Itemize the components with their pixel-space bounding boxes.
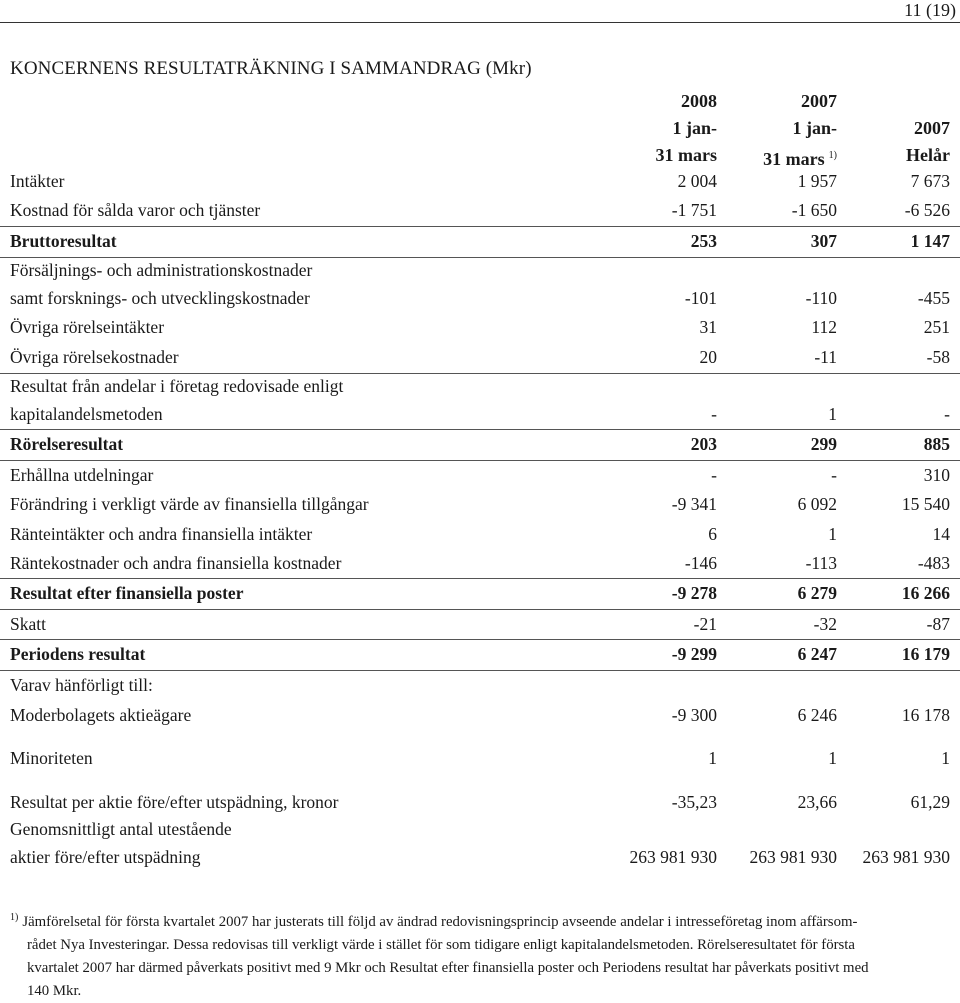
row-value: 263 981 930 <box>862 846 950 867</box>
table-row <box>0 730 960 788</box>
row-value: 16 266 <box>901 583 950 603</box>
column-header-line: Helår <box>906 145 950 165</box>
row-value: 1 <box>828 523 837 544</box>
row-label: Förändring i verkligt värde av finansiella tillgångar <box>10 494 369 514</box>
row-value: 1 957 <box>797 170 837 191</box>
row-value: 31 <box>699 317 717 337</box>
row-label: Resultat från andelar i företag redovisade enligt <box>10 376 344 396</box>
row-label: Bruttoresultat <box>10 231 117 251</box>
row-value: -146 <box>684 552 717 573</box>
row-value: -101 <box>684 287 717 308</box>
table-row <box>0 701 960 730</box>
table-row <box>0 257 960 284</box>
row-value: 16 179 <box>901 644 950 664</box>
column-header-line: 31 mars <box>655 145 717 165</box>
column-header-text: 31 mars <box>763 149 825 169</box>
page-number: 11 (19) <box>904 0 956 20</box>
row-value: 307 <box>810 231 837 251</box>
table-row <box>0 196 960 226</box>
table-row <box>0 343 960 373</box>
row-value: -6 526 <box>904 200 950 220</box>
row-value: -32 <box>813 613 837 634</box>
row-value: - <box>711 403 717 424</box>
row-value: 20 <box>699 347 717 367</box>
row-label: Erhållna utdelningar <box>10 464 154 485</box>
row-value: 112 <box>811 317 837 337</box>
footnote-text: Jämförelsetal för första kvartalet 2007 har justerats till följd av ändrad redovisningsprincip avseende andelar i intresseföretag inom affärsom- <box>22 913 858 930</box>
row-value: -1 650 <box>791 200 837 220</box>
table-row <box>0 578 960 609</box>
table-row <box>0 313 960 343</box>
row-label: Försäljnings- och administrationskostnader <box>10 260 313 280</box>
table-row <box>0 226 960 257</box>
row-value: - <box>944 403 950 424</box>
row-value: -35,23 <box>671 791 717 812</box>
row-label: Intäkter <box>10 170 65 191</box>
footnote-marker: 1) <box>10 912 19 923</box>
row-value: -9 278 <box>671 583 717 603</box>
table-row <box>0 284 960 313</box>
row-label: Resultat efter finansiella poster <box>10 583 244 603</box>
row-label: Varav hänförligt till: <box>10 675 153 695</box>
row-value: 7 673 <box>910 170 950 191</box>
row-label: Kostnad för sålda varor och tjänster <box>10 200 261 220</box>
table-row <box>0 639 960 670</box>
row-label: Ränteintäkter och andra finansiella intäkter <box>10 523 313 544</box>
row-value: 15 540 <box>901 494 950 514</box>
table-row <box>0 460 960 490</box>
table-row <box>0 609 960 639</box>
table-row <box>0 400 960 429</box>
column-header-line: 2008 <box>681 91 717 111</box>
row-value: -9 300 <box>671 704 717 725</box>
footnote-reference: 1) <box>828 150 837 161</box>
row-label: kapitalandelsmetoden <box>10 403 163 424</box>
column-header-q1-2008 <box>656 88 718 169</box>
page-title: KONCERNENS RESULTATRÄKNING I SAMMANDRAG (Mkr) <box>10 58 532 79</box>
row-label: Övriga rörelsekostnader <box>10 347 179 367</box>
row-value: 61,29 <box>910 791 950 812</box>
table-row <box>0 373 960 400</box>
row-label: aktier före/efter utspädning <box>10 846 201 867</box>
column-header-line <box>906 88 950 115</box>
footnote-line: 140 Mkr. <box>27 982 82 999</box>
row-label: Skatt <box>10 613 46 634</box>
column-header-q1-2007 <box>763 88 837 173</box>
footnote-line: rådet Nya Investeringar. Dessa redovisas till verkligt värde i stället för som tidigare enligt kapitalandelsmetoden. Rörelseresultatet för första <box>27 936 855 953</box>
row-label: samt forsknings- och utvecklingskostnader <box>10 287 310 308</box>
footnote-line: kvartalet 2007 har därmed påverkats positivt med 9 Mkr och Resultat efter finansiella poster och Periodens resultat har påverkats positivt med <box>27 959 869 976</box>
column-header-line: 1 jan- <box>792 118 837 138</box>
row-value: 263 981 930 <box>749 846 837 867</box>
row-value: 885 <box>923 434 950 454</box>
row-value: 310 <box>923 464 950 485</box>
row-value: -11 <box>814 347 837 367</box>
row-value: 1 147 <box>910 231 950 251</box>
column-header-line: 2007 <box>801 91 837 111</box>
row-value: 1 <box>941 748 950 768</box>
row-label: Räntekostnader och andra finansiella kostnader <box>10 552 342 573</box>
row-label: Genomsnittligt antal utestående <box>10 819 232 839</box>
row-value: -455 <box>917 287 950 308</box>
row-value: - <box>711 464 717 485</box>
row-value: 6 247 <box>797 644 837 664</box>
row-label: Moderbolagets aktieägare <box>10 704 192 725</box>
row-value: -87 <box>926 613 950 634</box>
row-label: Rörelseresultat <box>10 434 124 454</box>
row-label: Periodens resultat <box>10 644 146 664</box>
table-row <box>0 670 960 701</box>
footnote-line <box>10 906 950 934</box>
row-label: Resultat per aktie före/efter utspädning, kronor <box>10 791 339 812</box>
row-value: -9 341 <box>671 494 717 514</box>
table-row <box>0 520 960 549</box>
row-value: -9 299 <box>671 644 717 664</box>
row-value: 203 <box>690 434 717 454</box>
row-label: Minoriteten <box>10 748 93 768</box>
row-value: 16 178 <box>901 704 950 725</box>
row-value: 263 981 930 <box>629 846 717 867</box>
row-value: 6 092 <box>797 494 837 514</box>
row-value: 299 <box>810 434 837 454</box>
row-value: 2 004 <box>677 170 717 191</box>
table-row <box>0 549 960 578</box>
row-value: 1 <box>708 748 717 768</box>
row-value: -1 751 <box>671 200 717 220</box>
row-value: 14 <box>932 523 950 544</box>
row-value: 6 <box>708 523 717 544</box>
row-value: -21 <box>693 613 717 634</box>
row-value: 6 279 <box>797 583 837 603</box>
row-value: - <box>831 464 837 485</box>
row-value: 23,66 <box>797 791 837 812</box>
footnote <box>10 906 950 1003</box>
row-value: 1 <box>828 403 837 424</box>
row-value: 6 246 <box>797 704 837 725</box>
row-value: -483 <box>917 552 950 573</box>
table-row <box>0 843 960 872</box>
income-statement-table <box>0 167 960 872</box>
row-label: Övriga rörelseintäkter <box>10 317 165 337</box>
row-value: -58 <box>926 347 950 367</box>
column-header-fullyear-2007 <box>906 88 950 169</box>
header-rule <box>0 22 960 23</box>
table-row <box>0 429 960 460</box>
table-row <box>0 817 960 843</box>
row-value: -113 <box>805 552 837 573</box>
table-row <box>0 167 960 196</box>
column-header-line: 1 jan- <box>672 118 717 138</box>
table-row <box>0 490 960 520</box>
row-value: 1 <box>828 748 837 768</box>
row-value: 251 <box>923 317 950 337</box>
row-value: -110 <box>805 287 837 308</box>
column-header-line: 2007 <box>914 118 950 138</box>
table-row <box>0 788 960 817</box>
row-value: 253 <box>690 231 717 251</box>
